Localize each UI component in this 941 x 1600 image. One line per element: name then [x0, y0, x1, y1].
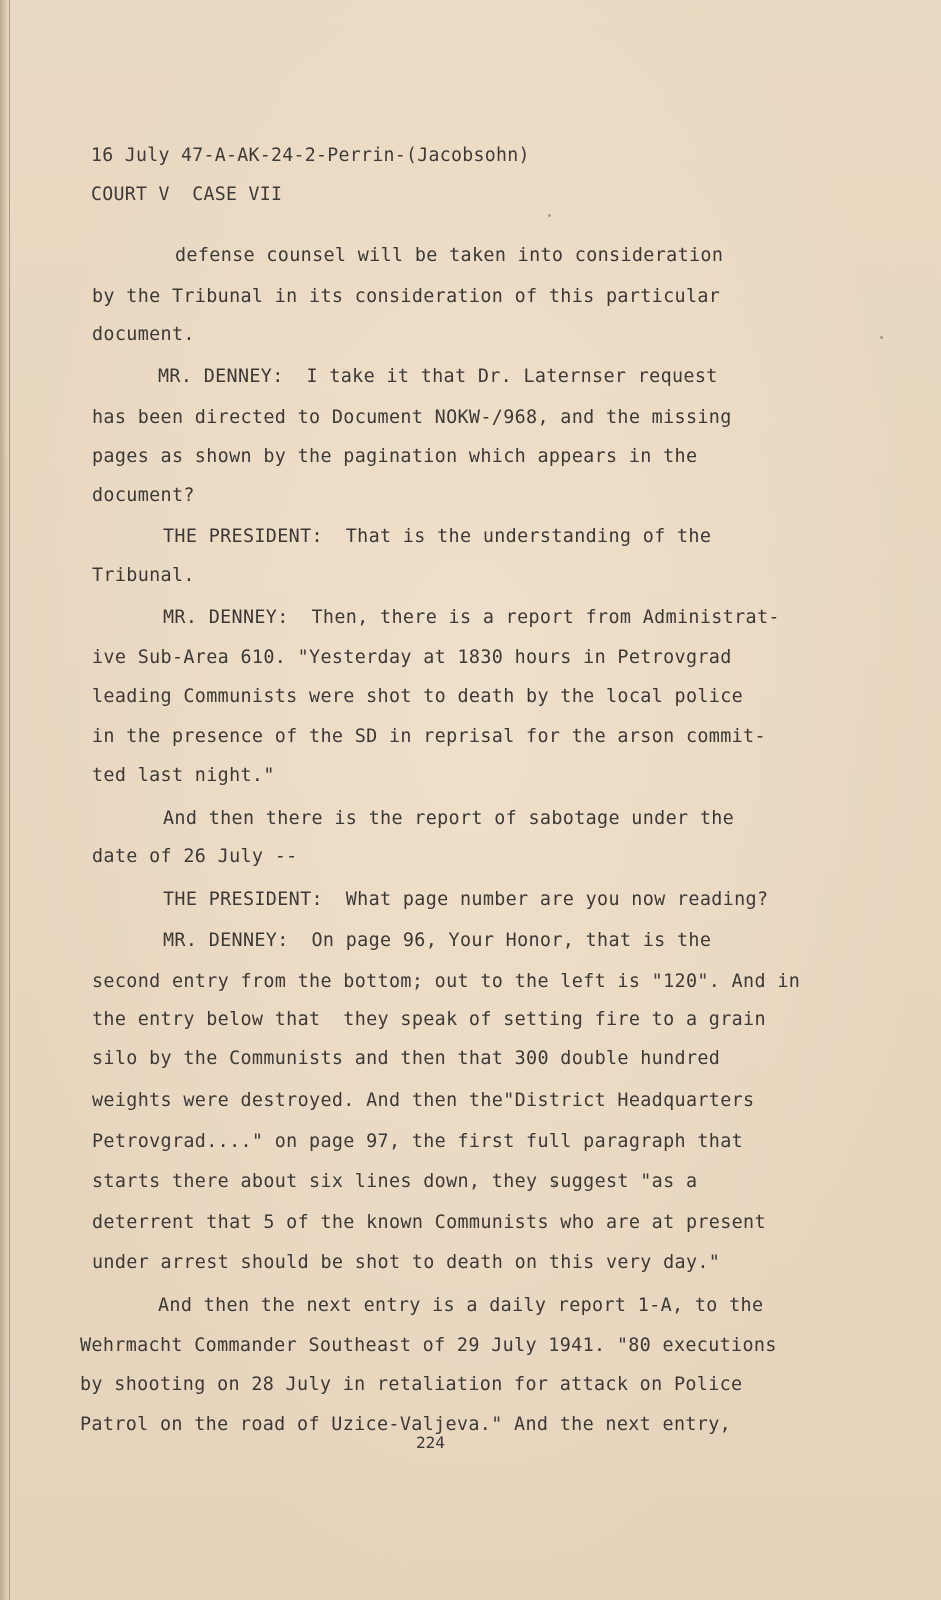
page-number: 224 — [416, 1433, 445, 1452]
body-line: THE PRESIDENT: That is the understanding of the — [163, 526, 712, 547]
body-line: under arrest should be shot to death on this very day." — [92, 1252, 721, 1273]
body-line: MR. DENNEY: I take it that Dr. Laternser request — [158, 366, 718, 387]
body-line: MR. DENNEY: Then, there is a report from Administrat- — [163, 607, 780, 628]
body-line: Patrol on the road of Uzice-Valjeva." And the next entry, — [80, 1414, 732, 1435]
body-line: starts there about six lines down, they suggest "as a — [92, 1171, 698, 1192]
body-line: ted last night." — [92, 765, 275, 786]
paper-speck — [548, 214, 551, 217]
body-line: deterrent that 5 of the known Communists who are at present — [92, 1212, 766, 1233]
body-line: THE PRESIDENT: What page number are you now reading? — [163, 889, 769, 910]
body-line: MR. DENNEY: On page 96, Your Honor, that is the — [163, 930, 712, 951]
paper-speck — [880, 336, 883, 339]
body-line: weights were destroyed. And then the"District Headquarters — [92, 1090, 755, 1111]
body-line: second entry from the bottom; out to the left is "120". And in — [92, 971, 801, 992]
page-left-edge — [0, 0, 10, 1600]
body-line: by shooting on 28 July in retaliation for attack on Police — [80, 1374, 743, 1395]
body-line: Petrovgrad...." on page 97, the first full paragraph that — [92, 1131, 744, 1152]
header-reference: 16 July 47-A-AK-24-2-Perrin-(Jacobsohn) — [91, 145, 530, 166]
body-line: has been directed to Document NOKW-/968, and the missing — [92, 407, 732, 428]
body-line: document? — [92, 485, 195, 506]
body-line: by the Tribunal in its consideration of this particular — [92, 286, 721, 307]
body-line: And then there is the report of sabotage under the — [163, 808, 735, 829]
body-line: ive Sub-Area 610. "Yesterday at 1830 hours in Petrovgrad — [92, 647, 732, 668]
body-line: leading Communists were shot to death by the local police — [92, 686, 744, 707]
body-line: document. — [92, 324, 195, 345]
body-line: pages as shown by the pagination which appears in the — [92, 446, 698, 467]
body-line: Wehrmacht Commander Southeast of 29 July 1941. "80 executions — [80, 1335, 777, 1356]
body-line: Tribunal. — [92, 565, 195, 586]
body-line: And then the next entry is a daily report 1-A, to the — [158, 1295, 764, 1316]
body-line: in the presence of the SD in reprisal for the arson commit- — [92, 726, 766, 747]
body-line: date of 26 July -- — [92, 846, 298, 867]
body-line: defense counsel will be taken into consideration — [175, 245, 724, 266]
body-line: the entry below that they speak of setting fire to a grain — [92, 1009, 766, 1030]
body-line: silo by the Communists and then that 300 double hundred — [92, 1048, 721, 1069]
paper-speck — [553, 1183, 556, 1186]
header-court-case: COURT V CASE VII — [91, 184, 283, 205]
